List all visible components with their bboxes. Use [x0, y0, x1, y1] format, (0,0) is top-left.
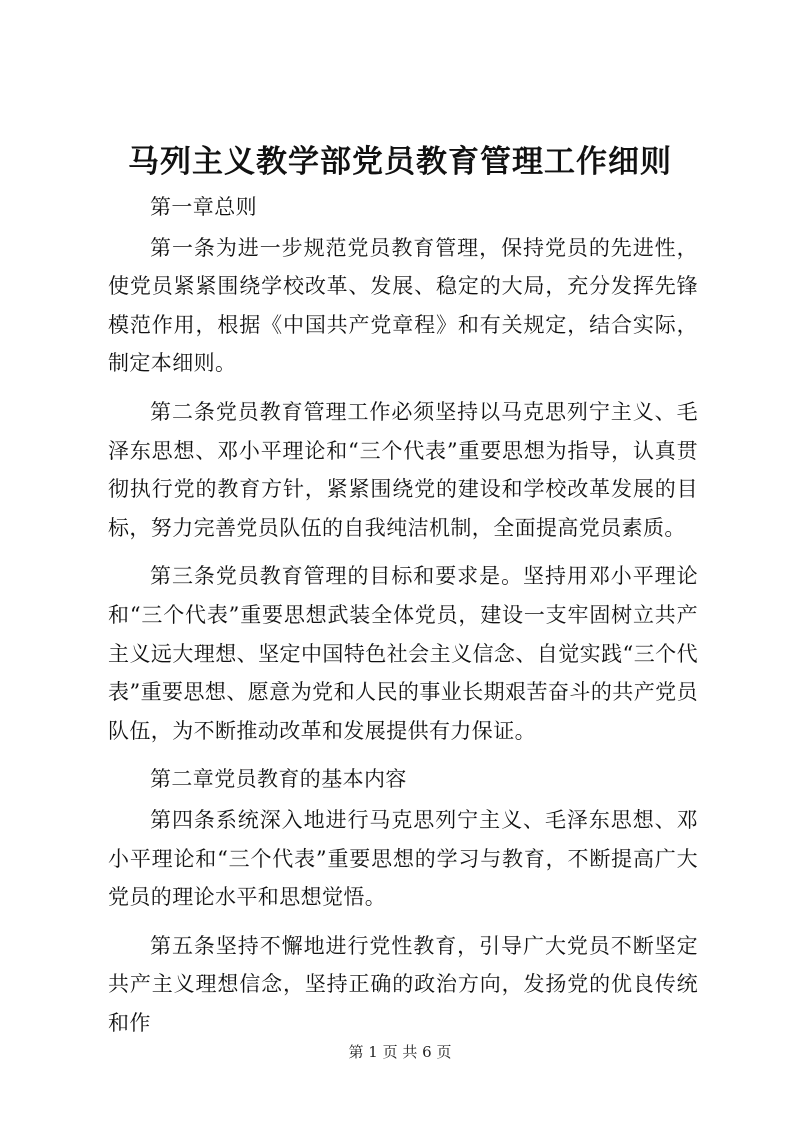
article-paragraph: 第四条系统深入地进行马克思列宁主义、毛泽东思想、邓小平理论和“三个代表”重要思想的学习与教育，不断提高广大党员的理论水平和思想觉悟。	[108, 807, 698, 910]
document-title: 马列主义教学部党员教育管理工作细则	[128, 144, 672, 180]
article-paragraph: 第一条为进一步规范党员教育管理，保持党员的先进性，使党员紧紧围绕学校改革、发展、稳定的大局，充分发挥先锋模范作用，根据《中国共产党章程》和有关规定，结合实际，制定本细则。	[108, 235, 698, 376]
article-paragraph: 第二条党员教育管理工作必须坚持以马克思列宁主义、毛泽东思想、邓小平理论和“三个代表”重要思想为指导，认真贯彻执行党的教育方针，紧紧围绕党的建设和学校改革发展的目标，努力完善党员队伍的自我纯洁机制，全面提高党员素质。	[108, 399, 698, 540]
article-paragraph: 第三条党员教育管理的目标和要求是。坚持用邓小平理论和“三个代表”重要思想武装全体党员，建设一支牢固树立共产主义远大理想、坚定中国特色社会主义信念、自觉实践“三个代表”重要思想、愿意为党和人民的事业长期艰苦奋斗的共产党员队伍，为不断推动改革和发展提供有力保证。	[108, 564, 698, 743]
document-body	[108, 188, 698, 1042]
chapter-heading: 第二章党员教育的基本内容	[150, 767, 407, 792]
chapter-heading: 第一章总则	[150, 195, 257, 219]
page-footer: 第 1 页 共 6 页	[348, 1043, 452, 1061]
article-paragraph: 第五条坚持不懈地进行党性教育，引导广大党员不断坚定共产主义理想信念，坚持正确的政治方向，发扬党的优良传统和作	[108, 933, 698, 1035]
